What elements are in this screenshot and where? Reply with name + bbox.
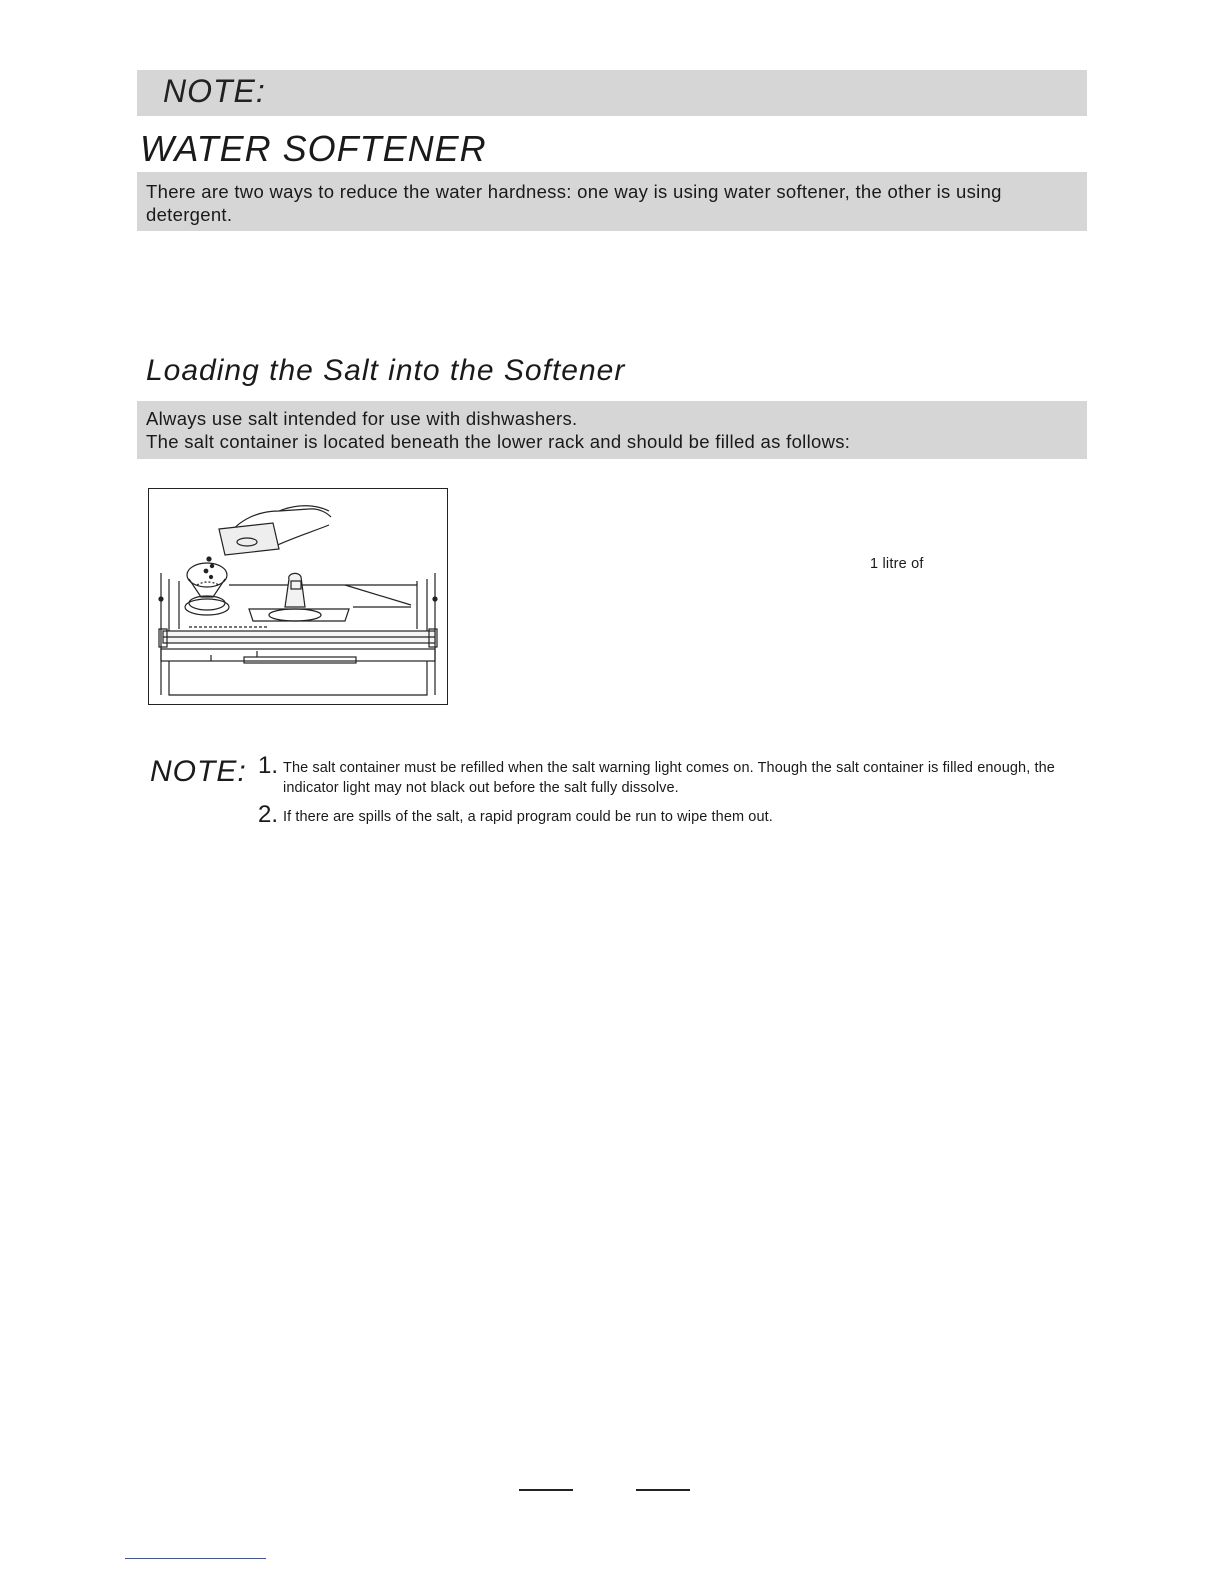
note-item: [258, 752, 1058, 798]
note-number: 1.: [258, 752, 279, 779]
note-text: The salt container must be refilled when the salt warning light comes on. Though the salt container is filled enough, the indicator light may not black out before the salt fully dissolve.: [283, 760, 1055, 796]
note-text: If there are spills of the salt, a rapid program could be run to wipe them out.: [283, 809, 773, 825]
notes-label: NOTE:: [150, 755, 247, 788]
section-title-water-softener: WATER SOFTENER: [140, 128, 487, 169]
salt-instruction-line-2: The salt container is located beneath the lower rack and should be filled as follows:: [146, 431, 851, 452]
intro-banner: [137, 172, 1087, 231]
salt-instruction-line-1: Always use salt intended for use with dishwashers.: [146, 408, 578, 429]
note-item: [258, 801, 1058, 827]
salt-water-fragment: 1 litre of: [870, 556, 924, 572]
footer-rule-right: [636, 1489, 690, 1491]
note-label: NOTE:: [163, 73, 266, 109]
salt-instructions-banner: [137, 401, 1087, 459]
note-number: 2.: [258, 801, 279, 828]
subsection-title-loading-salt: Loading the Salt into the Softener: [146, 354, 626, 387]
intro-text: There are two ways to reduce the water hardness: one way is using water softener, the other is using detergent.: [146, 181, 1002, 225]
footer-rule-left: [519, 1489, 573, 1491]
footer-link-underline: [125, 1558, 266, 1559]
salt-loading-illustration: [148, 488, 448, 705]
note-banner: [137, 70, 1087, 116]
salt-instructions: [146, 407, 1067, 453]
